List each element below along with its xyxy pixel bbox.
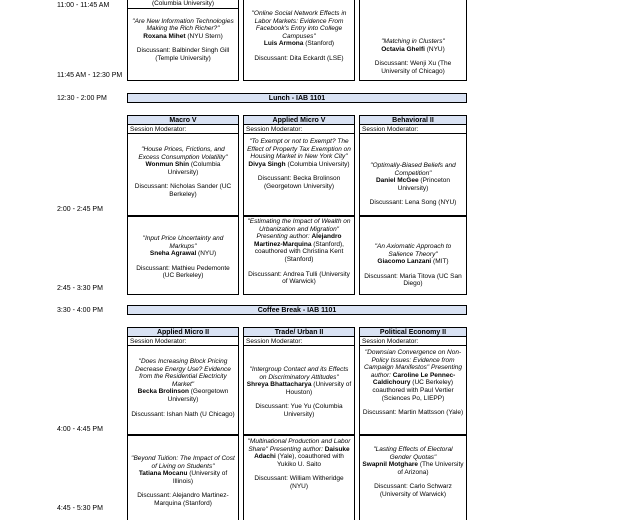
paper-cell — [243, 216, 355, 295]
time-1100: 11:00 - 11:45 AM — [57, 2, 110, 9]
presenter-affiliation: (Princeton University) — [397, 177, 451, 192]
paper-title: "Downsian Convergence on Non-Policy Issues: Evidence from Campaign Manifestos" — [363, 349, 462, 372]
time-1145: 11:45 AM - 12:30 PM — [57, 72, 123, 79]
session-moderator: Session Moderator: — [243, 337, 355, 346]
session-moderator: Session Moderator: — [359, 337, 467, 346]
paper-cell — [359, 346, 467, 435]
presenter-name: Wonmun Shin — [145, 161, 190, 169]
discussant: Discussant: Yue Yu (Columbia University) — [255, 403, 343, 418]
paper-title: "Estimating the Impact of Wealth on Urbanization and Migration" — [247, 218, 351, 233]
discussant: Discussant: Andrea Tulli (University of Warwick) — [248, 270, 350, 286]
presenter-name: Giacomo Lanzani — [377, 258, 432, 266]
paper-cell — [359, 435, 467, 520]
paper-title: "To Exempt or not to Exempt? The Effect of Property Tax Exemption on Housing Market in New York City" — [247, 138, 351, 161]
discussant: Discussant: Alejandro Martinez-Marquina (Stanford) — [137, 492, 229, 507]
presenter-affiliation: (Columbia University) — [167, 161, 221, 176]
top-session-2 — [243, 0, 355, 81]
paper-title: "Matching in Clusters" — [381, 38, 445, 45]
discussant: Discussant: Lena Song (NYU) — [369, 199, 457, 207]
presenter-affiliation: (NYU) — [424, 45, 445, 53]
discussant: Discussant: Balbinder Singh Gill (Temple University) — [136, 47, 230, 62]
paper-title: "Input Price Uncertainty and Markups" — [142, 235, 224, 250]
paper-cell — [127, 134, 239, 216]
paper-title: "Intergroup Contact and its Effects on Discriminatory Attitudes" — [249, 366, 349, 381]
paper-title: "Beyond Tuition: The Impact of Cost of Living on Students" — [131, 455, 235, 470]
session-moderator: Session Moderator: — [243, 125, 355, 134]
presenter-name: Roxana Mihet — [143, 32, 186, 40]
paper-cell — [359, 216, 467, 295]
discussant: Discussant: Carlo Schwarz (University of Warwick) — [374, 483, 452, 498]
presenting-label: Presenting author: — [256, 233, 312, 241]
coffee-banner: Coffee Break - IAB 1101 — [127, 305, 467, 315]
discussant: Discussant: Maria Titova (UC San Diego) — [364, 272, 462, 288]
discussant: Discussant: William Witheridge (NYU) — [254, 475, 344, 490]
paper-title: "House Prices, Frictions, and Excess Consumption Volatility" — [138, 146, 228, 161]
presenter-name: Divya Singh — [248, 160, 286, 168]
session-header-macro-v: Macro V — [127, 115, 239, 125]
paper-title: "Does Increasing Block Pricing Decrease Energy Use? Evidence from the Residential Electricity Market" — [135, 358, 231, 388]
paper-cell — [127, 346, 239, 435]
time-245: 2:45 - 3:30 PM — [57, 285, 103, 292]
session-header-political-economy-ii: Political Economy II — [359, 327, 467, 337]
session-moderator: Session Moderator: — [127, 125, 239, 134]
presenter-name: Octavia Ghelfi — [381, 45, 425, 53]
paper-cell — [243, 134, 355, 216]
paper-cell — [243, 435, 355, 520]
paper-title: "Optimally-Biased Beliefs and Competition" — [370, 162, 456, 177]
presenter-affiliation: (MIT) — [431, 258, 449, 266]
presenter-name: Caroline Le Pennec-Caldichoury — [372, 371, 456, 387]
discussant: Discussant: Dita Eckardt (LSE) — [254, 54, 344, 62]
session-header-applied-micro-ii: Applied Micro II — [127, 327, 239, 337]
time-330: 3:30 - 4:00 PM — [57, 307, 103, 314]
session-moderator: Session Moderator: — [127, 337, 239, 346]
paper-title: "Lasting Effects of Electoral Gender Quotas" — [373, 446, 453, 461]
presenter-name: Shreya Bhattacharya — [246, 381, 312, 389]
paper-title: "An Axiomatic Approach to Salience Theory" — [374, 243, 452, 258]
presenting-label: Presenting author: — [370, 364, 463, 379]
session-moderator: Session Moderator: — [359, 125, 467, 134]
paper-cell — [127, 435, 239, 520]
lunch-banner: Lunch - IAB 1101 — [127, 93, 467, 103]
presenter-affiliation: (UC Berkeley) coauthored with Paul Vertier (Sciences Po, LIEPP) — [372, 379, 454, 402]
presenter-affiliation: (Stanford), coauthored with Christina Kent (Stanford) — [254, 240, 344, 263]
presenter-affiliation: (NYU) — [196, 250, 217, 258]
time-200: 2:00 - 2:45 PM — [57, 206, 103, 213]
top-1-affiliation: (Columbia University) — [151, 0, 215, 7]
session-header-applied-micro-v: Applied Micro V — [243, 115, 355, 125]
time-400: 4:00 - 4:45 PM — [57, 426, 103, 433]
presenter-name: Swapnil Motghare — [362, 461, 419, 469]
top-session-3 — [359, 0, 467, 81]
time-445: 4:45 - 5:30 PM — [57, 505, 103, 512]
discussant: Discussant: Wenji Xu (The University of Chicago) — [374, 60, 452, 75]
presenter-affiliation: (University of Houston) — [285, 381, 352, 396]
session-header-trade-urban-ii: Trade/ Urban II — [243, 327, 355, 337]
paper-title: "Are New Information Technologies Making the Rich Richer?" — [132, 17, 234, 33]
presenting-label: Presenting author: — [267, 445, 325, 453]
paper-title: "Multinational Production and Labor Share" — [247, 438, 351, 453]
top-session-1 — [127, 0, 239, 81]
discussant: Discussant: Ishan Nath (U Chicago) — [131, 410, 235, 418]
presenter-name: Luis Armona — [263, 40, 304, 48]
presenter-name: Daisuke Adachi — [254, 445, 350, 461]
paper-title: "Online Social Network Effects in Labor Markets: Evidence From Facebook's Entry into College Campuses" — [251, 10, 347, 40]
presenter-name: Daniel McGee — [375, 177, 419, 185]
discussant: Discussant: Martin Mattsson (Yale) — [362, 409, 464, 417]
presenter-name: Alejandro Martinez-Marquina — [254, 233, 342, 248]
presenter-affiliation: (NYU Stern) — [185, 32, 223, 40]
discussant: Discussant: Mathieu Pedemonte (UC Berkeley) — [136, 264, 230, 280]
presenter-affiliation: (The University of Arizona) — [397, 461, 464, 476]
presenter-affiliation: (Yale), coauthored with Yukiko U. Saito — [275, 453, 344, 468]
presenter-affiliation: (Georgetown University) — [167, 388, 229, 403]
paper-cell — [127, 216, 239, 295]
time-1230: 12:30 - 2:00 PM — [57, 95, 107, 102]
presenter-name: Tatiana Mocanu — [138, 470, 188, 478]
paper-cell — [359, 134, 467, 216]
session-header-behavioral-ii: Behavioral II — [359, 115, 467, 125]
presenter-affiliation: (Stanford) — [303, 40, 335, 48]
discussant: Discussant: Nicholas Sander (UC Berkeley) — [134, 183, 232, 198]
presenter-affiliation: (Columbia University) — [285, 160, 350, 168]
presenter-name: Sneha Agrawal — [149, 250, 197, 258]
presenter-affiliation: (University of Illinois) — [172, 470, 228, 485]
presenter-name: Becka Brolinson — [137, 388, 189, 396]
paper-cell — [243, 346, 355, 435]
discussant: Discussant: Becka Brolinson (Georgetown University) — [257, 175, 341, 190]
